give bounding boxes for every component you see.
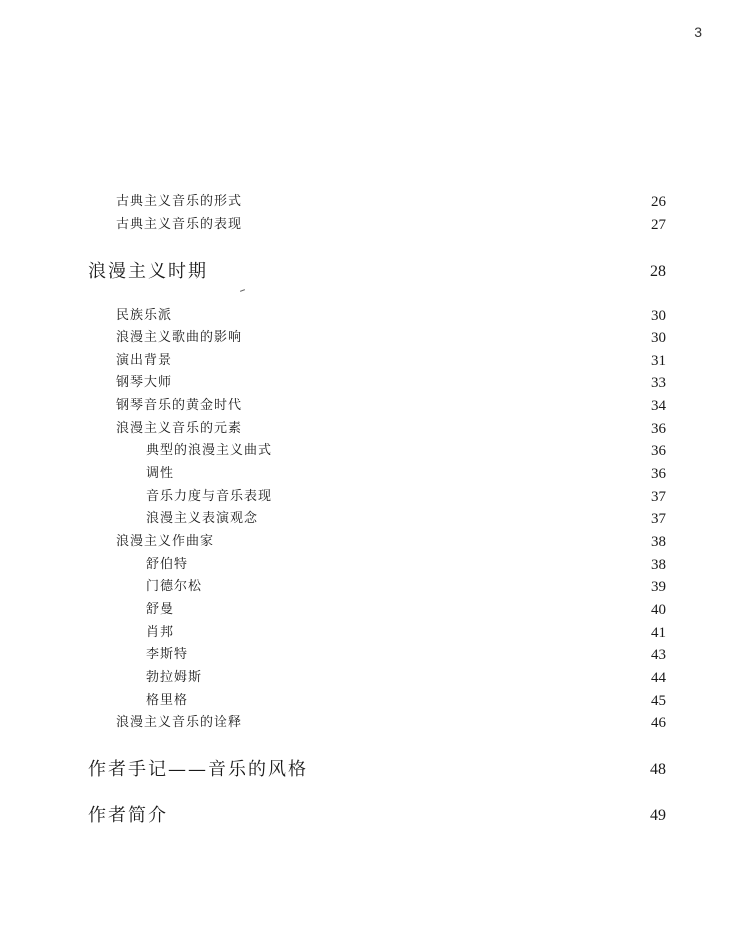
toc-section-page: 28: [650, 263, 666, 280]
toc-entry-page: 26: [651, 194, 666, 210]
toc-subentry-title: 勃拉姆斯: [146, 670, 203, 685]
toc-subentry-title: 调性: [146, 466, 175, 481]
toc-section[interactable]: [0, 261, 730, 283]
toc-entry-title: 浪漫主义歌曲的影响: [116, 330, 243, 345]
toc-subentry-title: 门德尔松: [146, 579, 203, 594]
toc-subentry[interactable]: [0, 554, 730, 576]
toc-entry[interactable]: [0, 350, 730, 372]
toc-subentry-page: 36: [651, 443, 666, 459]
toc-entry[interactable]: [0, 305, 730, 327]
toc-subentry[interactable]: [0, 508, 730, 530]
toc-entry-page: 38: [651, 534, 666, 550]
toc-section[interactable]: [0, 805, 730, 827]
toc-subentry-title: 音乐力度与音乐表现: [146, 489, 273, 504]
toc-subentry-title: 舒伯特: [146, 557, 189, 572]
toc-subentry[interactable]: [0, 486, 730, 508]
toc-entry-page: 31: [651, 353, 666, 369]
toc-entry-page: 30: [651, 330, 666, 346]
toc-subentry[interactable]: [0, 690, 730, 712]
toc-entry[interactable]: [0, 712, 730, 734]
toc-subentry-page: 41: [651, 625, 666, 641]
toc-entry-title: 浪漫主义音乐的诠释: [116, 715, 243, 730]
toc-subentry-title: 舒曼: [146, 602, 175, 617]
toc-subentry-page: 37: [651, 511, 666, 527]
toc-entry-page: 46: [651, 715, 666, 731]
toc-entry-title: 浪漫主义音乐的元素: [116, 421, 243, 436]
toc-section-page: 48: [650, 761, 666, 778]
toc-entry-page: 27: [651, 217, 666, 233]
toc-subentry-page: 37: [651, 489, 666, 505]
toc-subentry[interactable]: [0, 599, 730, 621]
toc-subentry-title: 肖邦: [146, 625, 175, 640]
toc-entry[interactable]: [0, 372, 730, 394]
toc-section-title: 浪漫主义时期: [88, 261, 208, 282]
toc-entry-page: 34: [651, 398, 666, 414]
toc-entry-title: 古典主义音乐的表现: [116, 217, 243, 232]
toc-subentry[interactable]: [0, 622, 730, 644]
toc-entry[interactable]: [0, 327, 730, 349]
toc-entry-page: 30: [651, 308, 666, 324]
toc-subentry-page: 36: [651, 466, 666, 482]
toc-subentry[interactable]: [0, 440, 730, 462]
toc-entry[interactable]: [0, 395, 730, 417]
toc-section[interactable]: [0, 759, 730, 781]
toc-subentry-page: 45: [651, 693, 666, 709]
toc-subentry-title: 浪漫主义表演观念: [146, 511, 259, 526]
toc-section-title: 作者手记——音乐的风格: [88, 759, 308, 780]
toc-subentry-title: 李斯特: [146, 647, 189, 662]
toc-entry-title: 民族乐派: [116, 308, 173, 323]
toc-subentry-title: 典型的浪漫主义曲式: [146, 443, 273, 458]
toc-subentry[interactable]: [0, 644, 730, 666]
toc-entry-page: 33: [651, 375, 666, 391]
toc-entry[interactable]: [0, 191, 730, 213]
toc-subentry-page: 44: [651, 670, 666, 686]
toc-entry-title: 钢琴大师: [116, 375, 173, 390]
toc-subentry-page: 38: [651, 557, 666, 573]
toc-entry-title: 浪漫主义作曲家: [116, 534, 215, 549]
toc-subentry[interactable]: [0, 576, 730, 598]
toc-entry[interactable]: [0, 418, 730, 440]
toc-subentry-page: 39: [651, 579, 666, 595]
toc-entry-title: 演出背景: [116, 353, 173, 368]
toc-subentry-title: 格里格: [146, 693, 189, 708]
page-number: 3: [694, 24, 702, 40]
toc-entry-title: 古典主义音乐的形式: [116, 194, 243, 209]
toc-section-title: 作者简介: [88, 805, 168, 826]
toc-section-page: 49: [650, 807, 666, 824]
toc-subentry-page: 40: [651, 602, 666, 618]
toc-subentry[interactable]: [0, 667, 730, 689]
toc-subentry[interactable]: [0, 463, 730, 485]
toc-entry[interactable]: [0, 214, 730, 236]
toc-subentry-page: 43: [651, 647, 666, 663]
toc-entry-page: 36: [651, 421, 666, 437]
toc-entry[interactable]: [0, 531, 730, 553]
toc-entry-title: 钢琴音乐的黄金时代: [116, 398, 243, 413]
